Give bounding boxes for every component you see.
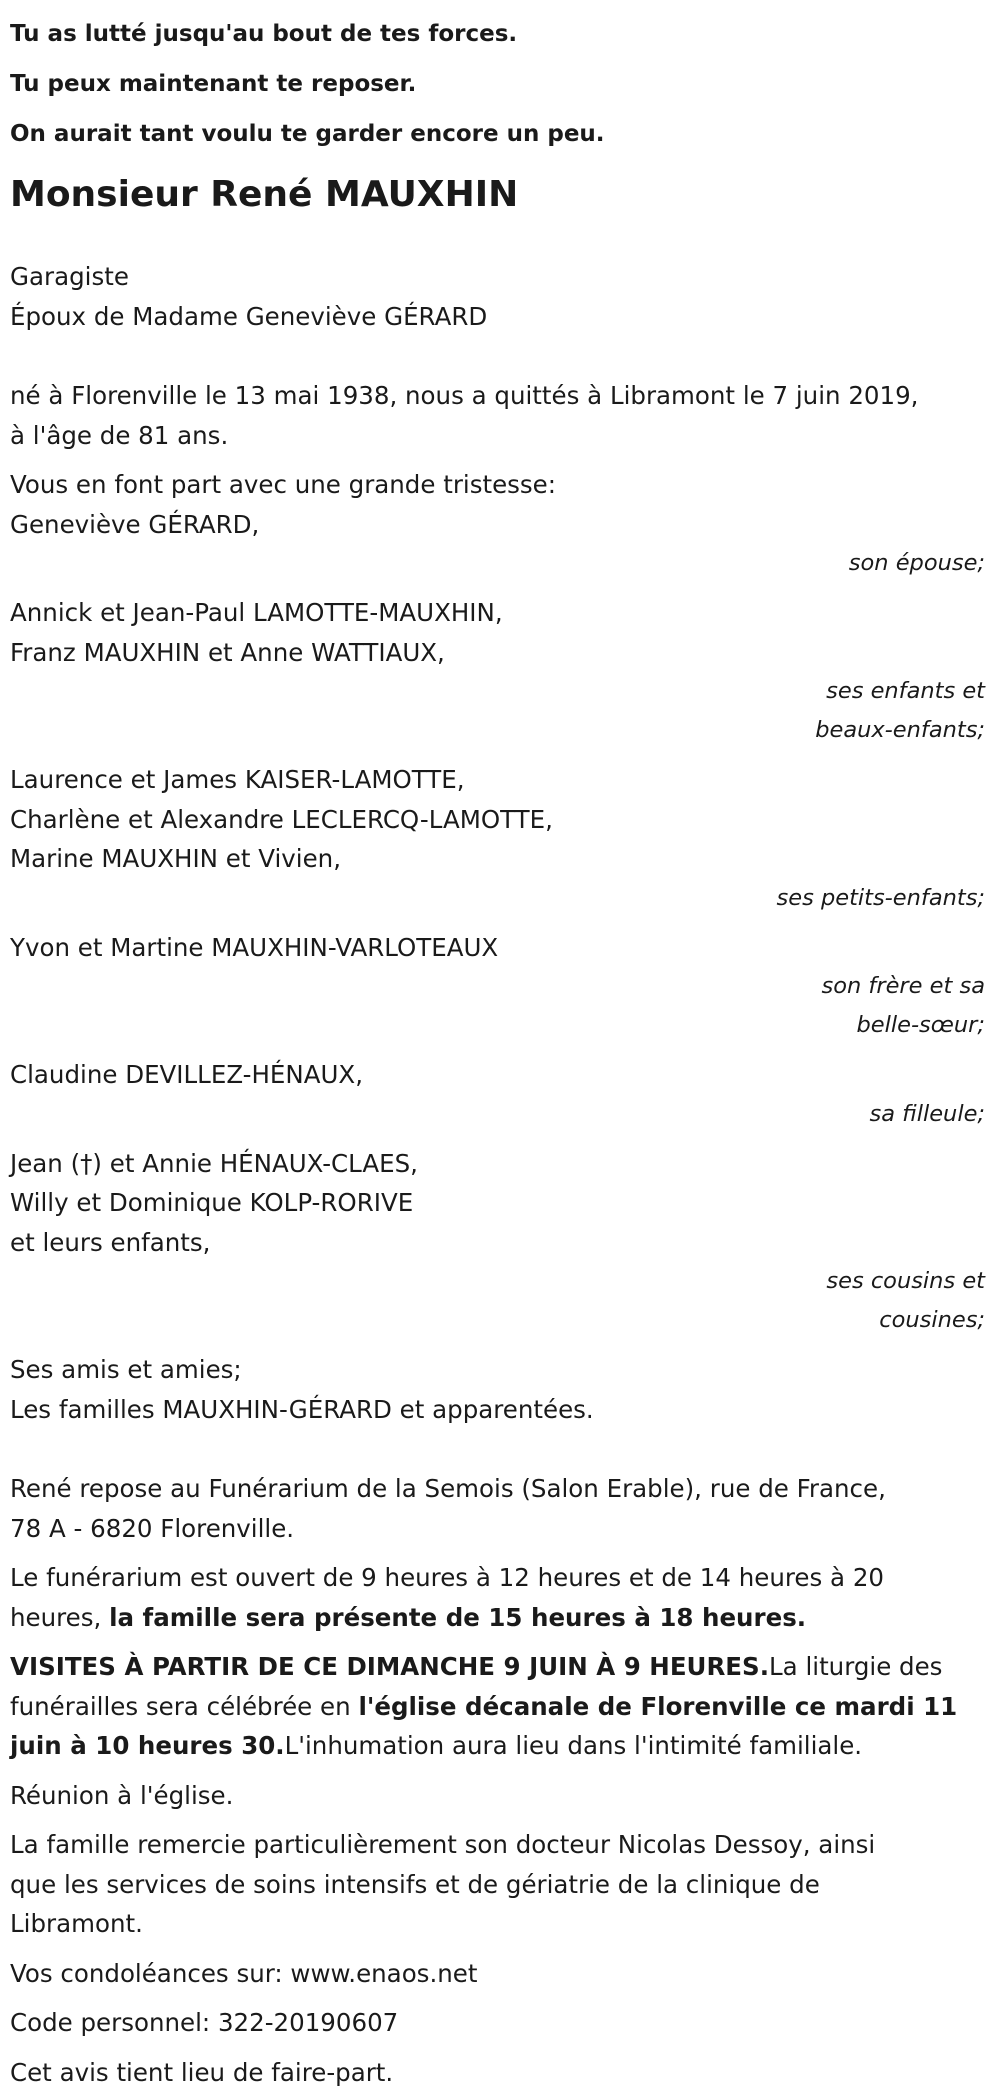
family-name: Marine MAUXHIN et Vivien, bbox=[10, 839, 985, 879]
visits-and-liturgy: VISITES À PARTIR DE CE DIMANCHE 9 JUIN À 9 HEURES.La liturgie des funérailles sera célébrée en l'église décanale de Florenville ce mardi 11 juin à 10 heures 30.L'inhumation aura lieu dans l'intimité familiale. bbox=[10, 1647, 985, 1766]
family-name: Geneviève GÉRARD, bbox=[10, 505, 985, 545]
deceased-name: Monsieur René MAUXHIN bbox=[10, 173, 985, 217]
family-group bbox=[10, 928, 985, 1046]
opening-hours: Le funérarium est ouvert de 9 heures à 12 heures et de 14 heures à 20 heures, la famille sera présente de 15 heures à 18 heures. bbox=[10, 1558, 985, 1637]
family-presence: la famille sera présente de 15 heures à 18 heures. bbox=[109, 1603, 806, 1632]
friends-line: Ses amis et amies; bbox=[10, 1350, 985, 1390]
relation: son frère et sa belle-sœur; bbox=[10, 967, 985, 1045]
family-name: Annick et Jean-Paul LAMOTTE-MAUXHIN, bbox=[10, 593, 985, 633]
family-name: Laurence et James KAISER-LAMOTTE, bbox=[10, 760, 985, 800]
family-name: Charlène et Alexandre LECLERCQ-LAMOTTE, bbox=[10, 800, 985, 840]
family-group bbox=[10, 760, 985, 918]
repose-line: René repose au Funérarium de la Semois (Salon Erable), rue de France, bbox=[10, 1469, 985, 1509]
spouse-line: Époux de Madame Geneviève GÉRARD bbox=[10, 297, 985, 337]
family-group bbox=[10, 1144, 985, 1341]
family-name: Willy et Dominique KOLP-RORIVE bbox=[10, 1183, 985, 1223]
ceremony-time: juin à 10 heures 30. bbox=[10, 1731, 285, 1760]
relation: sa filleule; bbox=[10, 1095, 985, 1134]
family-name: Jean (†) et Annie HÉNAUX-CLAES, bbox=[10, 1144, 985, 1184]
obituary-notice bbox=[10, 0, 985, 2092]
visits-notice: VISITES À PARTIR DE CE DIMANCHE 9 JUIN À 9 HEURES. bbox=[10, 1652, 769, 1681]
personal-code: Code personnel: 322-20190607 bbox=[10, 2003, 985, 2043]
condolences-line: Vos condoléances sur: www.enaos.net bbox=[10, 1954, 985, 1994]
faire-part-line: Cet avis tient lieu de faire-part. bbox=[10, 2053, 985, 2092]
announcement: Vous en font part avec une grande tristesse: bbox=[10, 465, 985, 505]
reunion-line: Réunion à l'église. bbox=[10, 1776, 985, 1816]
relation: ses enfants et beaux-enfants; bbox=[10, 672, 985, 750]
relation: ses petits-enfants; bbox=[10, 879, 985, 918]
poem-line: Tu as lutté jusqu'au bout de tes forces. bbox=[10, 9, 985, 59]
poem bbox=[10, 9, 985, 159]
family-name: Franz MAUXHIN et Anne WATTIAUX, bbox=[10, 633, 985, 673]
repose-address: 78 A - 6820 Florenville. bbox=[10, 1509, 985, 1549]
family-name: et leurs enfants, bbox=[10, 1223, 985, 1263]
thanks: La famille remercie particulièrement son docteur Nicolas Dessoy, ainsi que les services de soins intensifs et de gériatrie de la clinique de Libramont. bbox=[10, 1825, 985, 1944]
age-line: à l'âge de 81 ans. bbox=[10, 416, 985, 456]
church-location: l'église décanale de Florenville ce mardi 11 bbox=[358, 1692, 957, 1721]
profession: Garagiste bbox=[10, 257, 985, 297]
family-group bbox=[10, 1055, 985, 1134]
poem-line: Tu peux maintenant te reposer. bbox=[10, 59, 985, 109]
family-name: Yvon et Martine MAUXHIN-VARLOTEAUX bbox=[10, 928, 985, 968]
birth-death-line: né à Florenville le 13 mai 1938, nous a quittés à Libramont le 7 juin 2019, bbox=[10, 376, 985, 416]
family-name: Claudine DEVILLEZ-HÉNAUX, bbox=[10, 1055, 985, 1095]
families-related-line: Les familles MAUXHIN-GÉRARD et apparentées. bbox=[10, 1390, 985, 1430]
family-group bbox=[10, 505, 985, 584]
relation: ses cousins et cousines; bbox=[10, 1262, 985, 1340]
family-group bbox=[10, 593, 985, 750]
relation: son épouse; bbox=[10, 544, 985, 583]
poem-line: On aurait tant voulu te garder encore un peu. bbox=[10, 109, 985, 159]
